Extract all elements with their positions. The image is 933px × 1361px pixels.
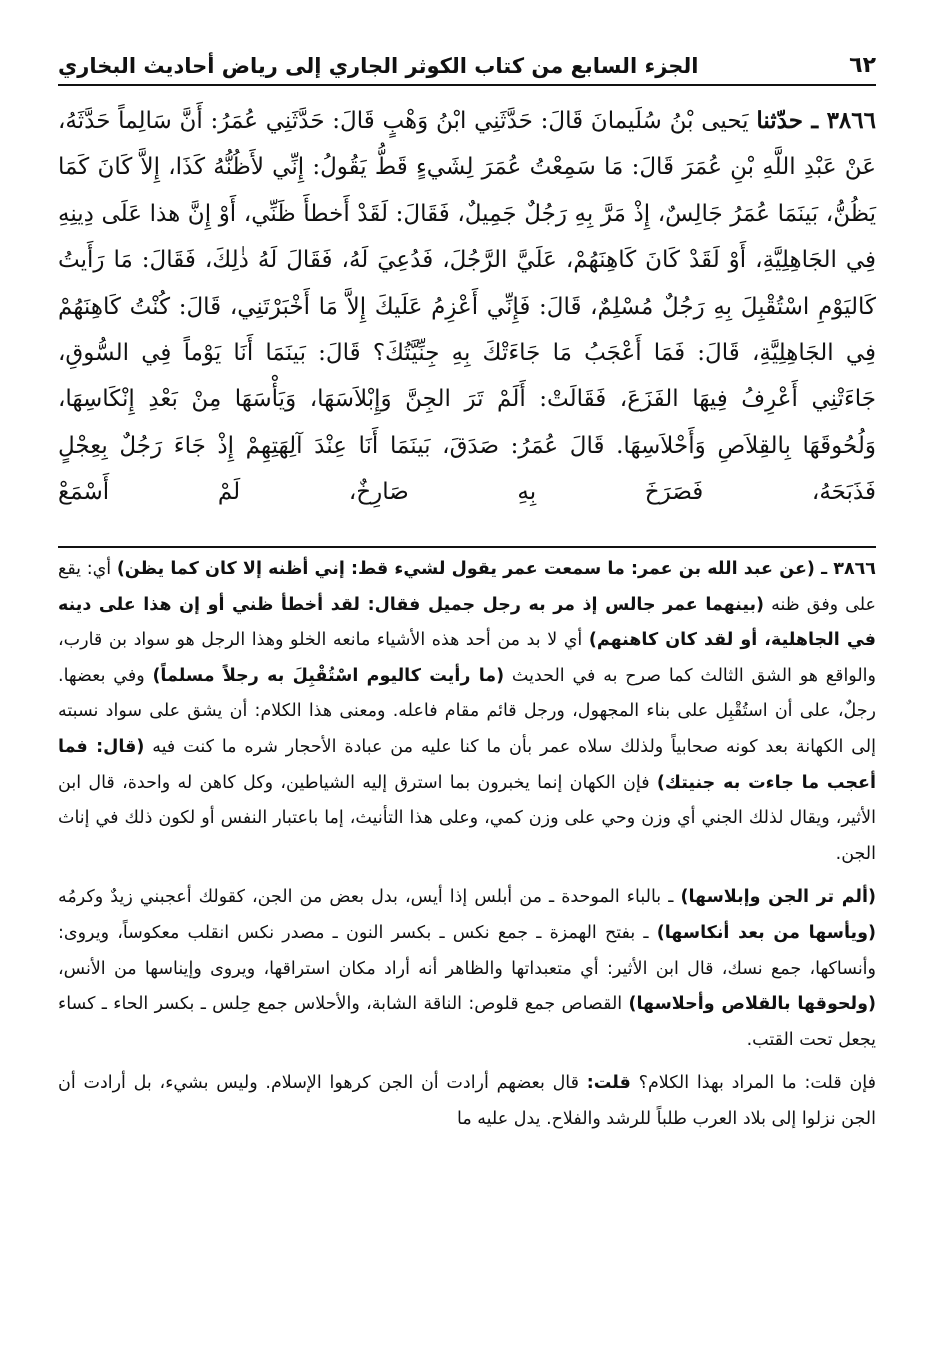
commentary-text: ـ بفتح الهمزة ـ جمع نكس ـ بكسر النون ـ مصدر نكس انقلب معكوساً، ويروى: وأنساكها، جمع نسك، قال ابن الأثير: أي متعبداتها والظاهر أنه أراد مكان استراقها، ويروى وإيناسها من الأنس،: [58, 922, 876, 979]
commentary-text: أي لا بد من أحد هذه الأشياء مانعه الخلو وهذا الرجل هو سواد بن قارب، والواقع هو الشق الثالث كما صرح به في الحديث: [58, 630, 876, 686]
commentary: [58, 552, 876, 1146]
commentary-bold: (ويأسها من بعد أنكاسها): [656, 922, 876, 943]
commentary-text: وفي بعضها. رجلٌ، على أن استُقْبِل على بناء المجهول، ورجل قائم مقام فاعله. ومعنى هذا الكلام: أن يشق على سواد نسبته إلى الكهانة بعد كونه صحابياً ولذلك سلاه عمر بأن ما كنا عليه من عبادة الأحجار شره ما كنت فيه: [58, 665, 876, 757]
commentary-paragraph: [58, 552, 876, 872]
commentary-text: قال بعضهم أرادت أن الجن كرهوا الإسلام. وليس بشيء، بل أرادت أن الجن نزلوا إلى بلاد العرب طلباً للرشد والفلاح. يدل عليه ما: [58, 1073, 876, 1129]
commentary-bold: (بينهما عمر جالس إذ مر به رجل جميل فقال: لقد أخطأ ظني أو إن هذا على دينه في الجاهلية، أو لقد كان كاهنهم): [58, 594, 876, 651]
commentary-text: القصاص جمع قلوص: الناقة الشابة، والأحلاس جمع حِلس ـ بكسر الحاء ـ كساء يجعل تحت القتب.: [58, 994, 876, 1050]
section-divider: [58, 546, 876, 548]
page-header: [58, 46, 876, 86]
hadith-number: ٣٨٦٦ ـ حدّثنا: [756, 107, 876, 134]
commentary-bold: ٣٨٦٦ ـ (عن عبد الله بن عمر: ما سمعت عمر يقول لشيء قط: إني أظنه إلا كان كما يظن): [116, 559, 876, 579]
running-title: الجزء السابع من كتاب الكوثر الجاري إلى رياض أحاديث البخاري: [58, 54, 699, 78]
commentary-bold: (ألم تر الجن وإبلاسها): [680, 887, 876, 908]
hadith-text: [58, 98, 876, 516]
commentary-text: أي: يقع على وفق ظنه: [58, 559, 876, 615]
commentary-paragraph: [58, 1066, 876, 1137]
commentary-bold: (قال: فما أعجب ما جاءت به جنيتك): [58, 736, 876, 793]
commentary-text: ـ بالباء الموحدة ـ من أبلس إذا أيس، بدل بعض من الجن، كقولك أعجبني زيدٌ وكرمُه: [58, 887, 681, 908]
commentary-bold: قلت:: [586, 1073, 631, 1094]
page-number: ٦٢: [849, 53, 876, 78]
commentary-bold: (ولحوقها بالقلاص وأحلاسها): [628, 994, 876, 1015]
commentary-bold: (ما رأيت كاليوم اسْتُقْبِلَ به رجلاً مسلماً): [152, 665, 505, 686]
commentary-paragraph: [58, 880, 876, 1058]
commentary-text: فإن قلت: ما المراد بهذا الكلام؟: [630, 1073, 876, 1094]
commentary-text: فإن الكهان إنما يخبرون بما استرق إليه الشياطين، وكل كاهن له واحدة، قال ابن الأثير، ويقال لذلك الجني أي وزن وحي على وزن كمي، وعلى هذا التأنيث، إما باعتبار النفس أو لكون ذلك في إناث الجن.: [58, 772, 876, 864]
hadith-body: يَحيى بْنُ سُلَيمانَ قَالَ: حَدَّثَنِي ابْنُ وَهْبٍ قَالَ: حَدَّثَنِي عُمَرُ: أَنَّ سَالِماً حَدَّثَهُ، عَنْ عَبْدِ اللَّهِ بْنِ عُمَرَ قَالَ: مَا سَمِعْتُ عُمَرَ لِشَيءٍ قَطُّ يَقُولُ: إِنِّي لأَظُنُّهُ كَذَا، إِلاَّ كَانَ كَمَا يَظُنُّ، بَينَمَا عُمَرُ جَالِسٌ، إِذْ مَرَّ بِهِ رَجُلٌ جَمِيلٌ، فَقَالَ: لَقَدْ أَخطأَ ظَنِّي، أَوْ إِنَّ هذا عَلَى دِينِهِ فِي الجَاهِلِيَّةِ، أَوْ لَقَدْ كَانَ كَاهِنَهُمْ، عَلَيَّ الرَّجُلَ، فَدُعِيَ لَهُ، فَقَالَ لَهُ ذٰلِكَ، فَقَالَ: مَا رَأَيتُ كَاليَوْمِ اسْتُقْبِلَ بِهِ رَجُلٌ مُسْلِمٌ، قَالَ: فَإِنِّي أَعْزِمُ عَلَيكَ إِلاَّ مَا أَخْبَرْتَنِي، قَالَ: كُنْتُ كَاهِنَهُمْ فِي الجَاهِلِيَّةِ، قَالَ: فَمَا أَعْجَبُ مَا جَاءَتْكَ بِهِ جِنِّيَّتُكَ؟ قَالَ: بَينَمَا أَنَا يَوْماً فِي السُّوقِ، جَاءَتْنِي أَعْرِفُ فِيهَا الفَزَعَ، فَقَالَتْ: أَلَمْ تَرَ الجِنَّ وَإِبْلاَسَهَا، وَيَأْسَهَا مِنْ بَعْدِ إِنْكَاسِهَا، وَلُحُوقَهَا بِالقِلاَصِ وَأَحْلاَسِهَا. قَالَ عُمَرُ: صَدَقَ، بَينَمَا أَنَا عِنْدَ آلِهَتِهِمْ إِذْ جَاءَ رَجُلٌ بِعِجْلٍ فَذَبَحَهُ، فَصَرَخَ بِهِ صَارِخٌ، لَمْ أَسْمَعْ: [58, 108, 876, 506]
